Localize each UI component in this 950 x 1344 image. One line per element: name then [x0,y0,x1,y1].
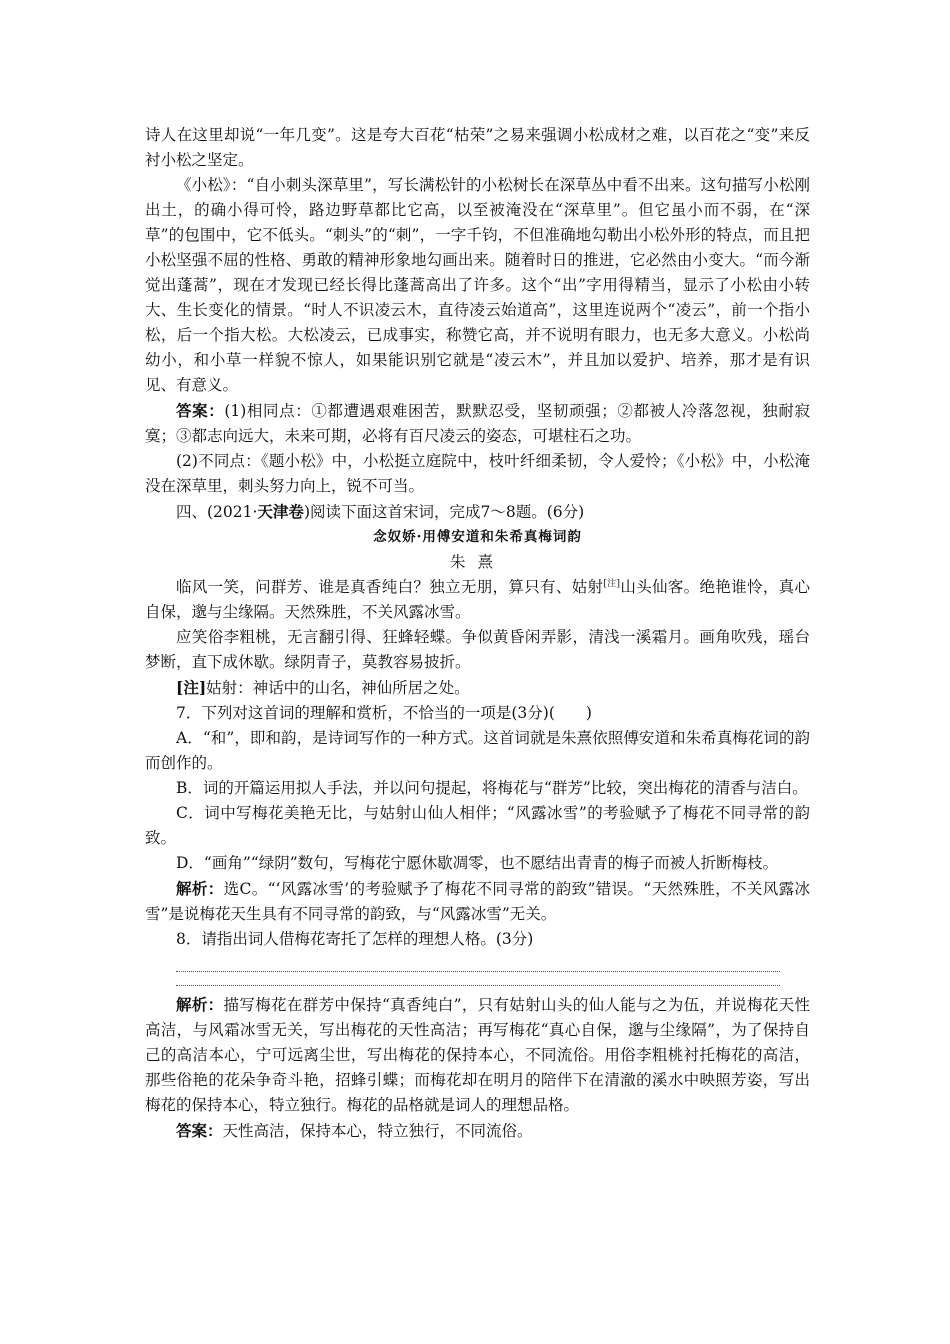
section-4-source: 天津卷 [257,502,304,521]
paragraph-intro: 诗人在这里却说“一年几变”。这是夸大百花“枯荣”之易来强调小松成材之难，以百花之“变”来反衬小松之坚定。 [145,126,810,169]
analysis-8-text: 描写梅花在群芳中保持“真香纯白”，只有姑射山头的仙人能与之为伍，并说梅花天性高洁，与风霜冰雪无关，写出梅花的天性高洁；再写梅花“真心自保，邈与尘缘隔”，为了保持自己的高洁本心，宁可远离尘世，写出梅花的保持本心，不同流俗。用俗李粗桃衬托梅花的高洁，那些俗艳的花朵争奇斗艳，招蜂引蝶；而梅花却在明月的陪伴下在清澈的溪水中映照芳姿，写出梅花的保持本心，特立独行。梅花的品格就是词人的理想品格。 [145,996,810,1114]
footnote-text: 姑射：神话中的山名，神仙所居之处。 [206,679,470,697]
section-4-heading [145,499,810,525]
answer-blank-lines [176,958,780,986]
answer-blank-line [176,958,780,972]
poem-stanza-1 [145,575,810,625]
analysis-label: 解析： [176,995,224,1014]
footnote-label: [注] [176,678,207,697]
footnote [145,675,810,701]
paragraph-xiaosong: 《小松》：“自小刺头深草里”，写长满松针的小松树长在深草丛中看不出来。这句描写小松刚出土，的确小得可怜，路边野草都比它高，以至被淹没在“深草里”。但它虽小而不弱，在“深草”的包围中，它不低头。“刺头”的“刺”，一字千钧，不但准确地勾勒出小松外形的特点，而且把小松坚强不屈的性格、勇敢的精神形象地勾画出来。随着时日的推进，它必然由小变大。“而今渐觉出蓬蒿”，现在才发现已经长得比蓬蒿高出了许多。这个“出”字用得精当，显示了小松由小转大、生长变化的情景。“时人不识凌云木，直待凌云始道高”，这里连说两个“凌云”，前一个指小松，后一个指大松。大松凌云，已成事实，称赞它高，并不说明有眼力，也无多大意义。小松尚幼小，和小草一样貌不惊人，如果能识别它就是“凌云木”，并且加以爱护、培养，那才是有识见、有意义。 [145,176,810,394]
answer-8 [145,1118,810,1144]
section-4-suffix: )阅读下面这首宋词，完成7～8题。(6分) [303,503,585,521]
question-8: 8．请指出词人借梅花寄托了怎样的理想人格。(3分) [176,930,534,948]
question-7: 7．下列对这首词的理解和赏析，不恰当的一项是(3分)( ) [176,704,592,722]
section-4-prefix: 四、(2021· [176,503,258,521]
poem-stanza-1-part-a: 临风一笑，问群芳、谁是真香纯白？独立无朋，算只有、姑射 [176,578,604,596]
question-7-option-b: B．词的开篇运用拟人手法，并以问句提起，将梅花与“群芳”比较，突出梅花的清香与洁白。 [176,779,808,797]
analysis-7-text: 选C。“‘风露冰雪’的考验赋予了梅花不同寻常的韵致”错误。“天然殊胜，不关风露冰雪”是说梅花天生具有不同寻常的韵致，与“风露冰雪”无关。 [145,880,810,923]
answer-2: (2)不同点：《题小松》中，小松挺立庭院中，枝叶纤细柔韧，令人爱怜；《小松》中，小松淹没在深草里，刺头努力向上，锐不可当。 [145,452,810,495]
analysis-8 [145,992,810,1118]
question-7-option-c: C．词中写梅花美艳无比，与姑射山仙人相伴；“风露冰雪”的考验赋予了梅花不同寻常的韵致。 [145,804,810,847]
answer-8-text: 天性高洁，保持本心，特立独行，不同流俗。 [222,1122,533,1140]
answer-blank-line [176,972,780,986]
analysis-label: 解析： [176,879,224,898]
poem-title: 念奴娇·用傅安道和朱希真梅词韵 [373,529,582,545]
document-page [145,123,810,1144]
poem-author: 朱熹 [449,553,505,571]
question-7-option-d: D．“画角”“绿阴”数句，写梅花宁愿休歇凋零，也不愿结出青青的梅子而被人折断梅枝。 [176,854,779,872]
answer-1 [145,398,810,449]
poem-stanza-1-part-b: 山头仙客。绝艳谁怜，真心自保，邈与尘缘隔。天然殊胜，不关风露冰雪。 [145,578,810,621]
answer-1-text: (1)相同点：①都遭遇艰难困苦，默默忍受，坚韧顽强；②都被人冷落忽视，独耐寂寞；③都志向远大，未来可期，必将有百尺凌云的姿态，可堪柱石之功。 [145,402,810,445]
answer-label: 答案： [176,401,225,420]
question-7-option-a: A．“和”，即和韵，是诗词写作的一种方式。这首词就是朱熹依照傅安道和朱希真梅花词的韵而创作的。 [145,729,810,772]
poem-stanza-2: 应笑俗李粗桃，无言翻引得、狂蜂轻蝶。争似黄昏闲弄影，清浅一溪霜月。画角吹残，瑶台梦断，直下成休歇。绿阴青子，莫教容易披折。 [145,628,810,671]
analysis-7 [145,876,810,927]
answer-label: 答案： [176,1121,223,1140]
footnote-marker: [注] [603,578,621,589]
